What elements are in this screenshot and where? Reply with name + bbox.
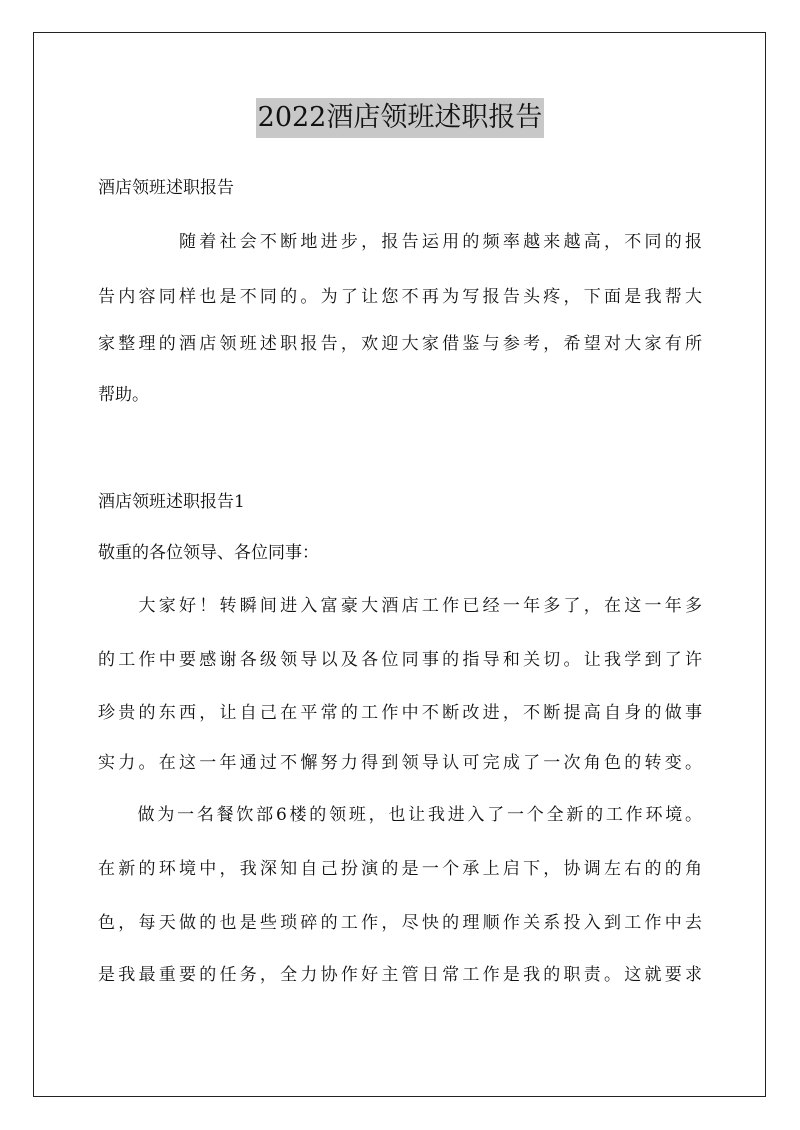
paragraph-line: 在新的环境中，我深知自己扮演的是一个承上启下，协调左右的的角: [98, 859, 702, 879]
paragraph-line: 告内容同样也是不同的。为了让您不再为写报告头疼，下面是我帮大: [98, 287, 702, 307]
paragraph-line: 随着社会不断地进步，报告运用的频率越来越高，不同的报: [98, 232, 702, 252]
paragraph-line: 大家好！转瞬间进入富豪大酒店工作已经一年多了，在这一年多: [98, 596, 702, 616]
paragraph-line: 实力。在这一年通过不懈努力得到领导认可完成了一次角色的转变。: [98, 753, 702, 773]
paragraph-line: 的工作中要感谢各级领导以及各位同事的指导和关切。让我学到了许: [98, 650, 702, 670]
section-heading-intro: 酒店领班述职报告: [98, 178, 234, 198]
paragraph-line: 色，每天做的也是些琐碎的工作，尽快的理顺作关系投入到工作中去: [98, 913, 702, 933]
title-container: [0, 98, 800, 138]
paragraph-line: 是我最重要的任务，全力协作好主管日常工作是我的职责。这就要求: [98, 965, 702, 985]
paragraph-line: 做为一名餐饮部6楼的领班，也让我进入了一个全新的工作环境。: [98, 805, 702, 825]
section-heading-1: 酒店领班述职报告1: [98, 492, 245, 512]
paragraph-line: 帮助。: [98, 385, 149, 405]
salutation: 敬重的各位领导、各位同事：: [98, 543, 319, 563]
paragraph-line: 珍贵的东西，让自己在平常的工作中不断改进，不断提高自身的做事: [98, 703, 702, 723]
paragraph-line: 家整理的酒店领班述职报告，欢迎大家借鉴与参考，希望对大家有所: [98, 334, 702, 354]
document-title: 2022酒店领班述职报告: [256, 98, 545, 138]
